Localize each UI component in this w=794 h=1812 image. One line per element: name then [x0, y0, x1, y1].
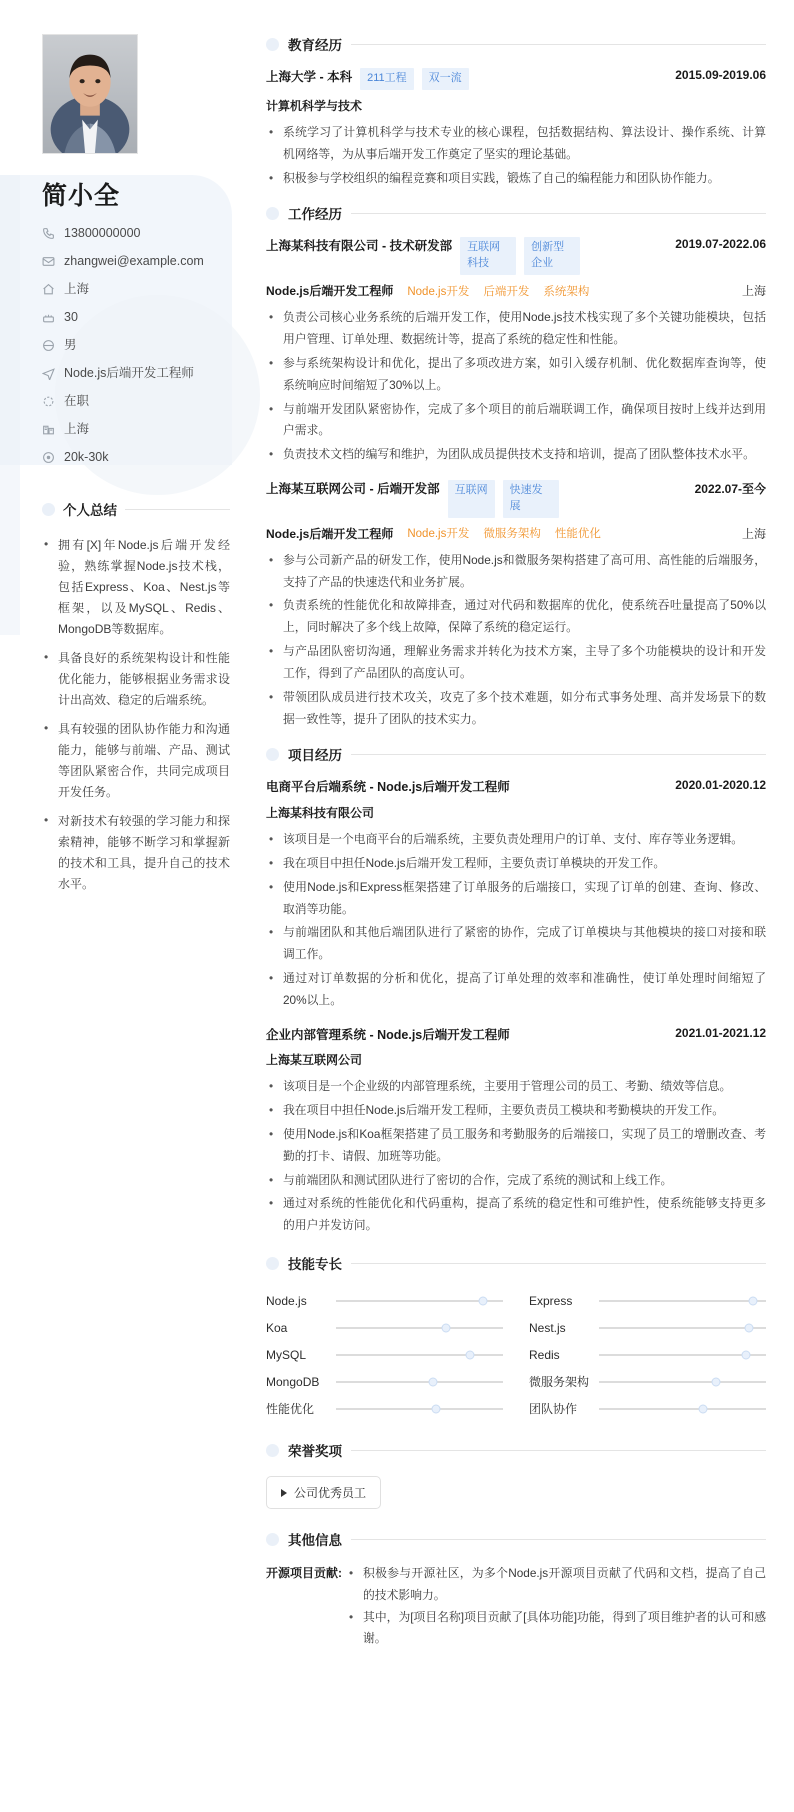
entry-header — [266, 778, 766, 797]
divider — [351, 1450, 766, 1451]
section-title: 技能专长 — [288, 1257, 342, 1272]
section-dot-icon — [266, 38, 279, 51]
work-entry — [266, 480, 766, 730]
other-info-label: 开源项目贡献: — [266, 1566, 342, 1580]
skill-slider[interactable] — [336, 1300, 503, 1302]
contact-age — [42, 310, 230, 325]
project-bullets — [266, 829, 766, 1012]
skill-row — [529, 1368, 766, 1395]
list-item: • 负责技术文档的编写和维护，为团队成员提供技术支持和培训，提高了团队整体技术水平。 — [266, 444, 766, 466]
section-honors — [266, 1440, 766, 1509]
skill-slider-knob[interactable] — [698, 1404, 707, 1413]
skill-slider[interactable] — [599, 1354, 766, 1356]
list-item: • 对新技术有较强的学习能力和探索精神，能够不断学习和掌握新的技术和工具，提升自己的技术水平。 — [42, 811, 230, 895]
section-header-work — [266, 203, 766, 223]
section-projects — [266, 744, 766, 1237]
skill-tag: 系统架构 — [543, 285, 590, 298]
contact-value: zhangwei@example.com — [64, 254, 204, 268]
section-title: 个人总结 — [63, 503, 117, 518]
section-header-projects — [266, 744, 766, 764]
skill-name: 微服务架构 — [529, 1375, 590, 1389]
project-company: 上海某科技有限公司 — [266, 806, 375, 821]
section-dot-icon — [42, 503, 55, 516]
tag: 创新型企业 — [524, 237, 580, 275]
skill-slider[interactable] — [599, 1327, 766, 1329]
education-bullets — [266, 122, 766, 189]
list-item: • 通过对系统的性能优化和代码重构，提高了系统的稳定性和可维护性，使系统能够支持更多的用户并发访问。 — [266, 1193, 766, 1237]
skill-row — [266, 1395, 503, 1422]
section-other — [266, 1529, 766, 1650]
other-info-row — [266, 1563, 766, 1650]
tag: 快速发展 — [503, 480, 559, 518]
section-title: 教育经历 — [288, 38, 342, 53]
skill-row — [266, 1341, 503, 1368]
company-name: 上海某互联网公司 - 后端开发部 — [266, 481, 440, 496]
skill-name: MySQL — [266, 1347, 307, 1362]
list-item: • 积极参与开源社区，为多个Node.js开源项目贡献了代码和文档，提高了自己的技术影响力。 — [346, 1563, 766, 1607]
entry-header — [266, 237, 766, 275]
skill-slider[interactable] — [336, 1327, 503, 1329]
skill-slider-knob[interactable] — [465, 1350, 474, 1359]
list-item: • 我在项目中担任Node.js后端开发工程师，主要负责订单模块的开发工作。 — [266, 853, 766, 875]
skill-tag: Node.js开发 — [407, 285, 470, 298]
list-item: • 与产品团队密切沟通，理解业务需求并转化为技术方案，主导了多个功能模块的设计和开发工作，得到了产品团队的高度认可。 — [266, 641, 766, 685]
skill-slider[interactable] — [336, 1381, 503, 1383]
school-name: 上海大学 - 本科 — [266, 70, 353, 84]
tag-group — [448, 480, 559, 518]
education-entry — [266, 68, 766, 189]
entry-header — [266, 1026, 766, 1045]
contact-phone — [42, 226, 230, 241]
divider — [351, 754, 766, 755]
divider — [125, 509, 230, 510]
list-item: • 与前端团队和其他后端团队进行了紧密的协作，完成了订单模块与其他模块的接口对接和联调工作。 — [266, 922, 766, 966]
skill-name: 团队协作 — [529, 1402, 578, 1416]
project-bullets — [266, 1076, 766, 1237]
page-title: 简小全 — [42, 182, 121, 210]
skill-name: MongoDB — [266, 1374, 320, 1389]
section-dot-icon — [266, 207, 279, 220]
skills-grid — [266, 1287, 766, 1422]
other-info-body — [346, 1563, 766, 1650]
salary-icon — [42, 451, 55, 464]
date-range: 2020.01-2020.12 — [675, 778, 766, 793]
section-dot-icon — [266, 1444, 279, 1457]
divider — [351, 213, 766, 214]
skill-name: Nest.js — [529, 1320, 566, 1335]
tag-group — [360, 68, 469, 90]
sidebar — [0, 0, 252, 1812]
role-row — [266, 525, 766, 542]
section-dot-icon — [266, 748, 279, 761]
section-dot-icon — [266, 1533, 279, 1546]
main-content — [252, 0, 794, 1812]
section-header-skills — [266, 1253, 766, 1273]
list-item: • 具有较强的团队协作能力和沟通能力，能够与前端、产品、测试等团队紧密合作，共同完成项目开发任务。 — [42, 719, 230, 803]
tag: 互联网 — [448, 480, 495, 518]
skill-slider[interactable] — [599, 1381, 766, 1383]
skill-slider-knob[interactable] — [442, 1323, 451, 1332]
contact-job — [42, 366, 230, 381]
list-item: • 通过对订单数据的分析和优化，提高了订单处理的效率和准确性，使订单处理时间缩短了20%以上。 — [266, 968, 766, 1012]
list-item: • 与前端团队和测试团队进行了密切的合作，完成了系统的测试和上线工作。 — [266, 1170, 766, 1192]
section-title: 其他信息 — [288, 1533, 342, 1548]
project-company: 上海某互联网公司 — [266, 1053, 363, 1068]
section-title: 工作经历 — [288, 207, 342, 223]
section-work — [266, 203, 766, 730]
divider — [351, 1539, 766, 1540]
skill-slider-knob[interactable] — [432, 1404, 441, 1413]
contact-city — [42, 422, 230, 437]
skill-row — [266, 1314, 503, 1341]
section-education — [266, 34, 766, 189]
contact-value: 30 — [64, 310, 78, 324]
skill-row — [266, 1368, 503, 1395]
section-dot-icon — [266, 1257, 279, 1270]
skill-slider-knob[interactable] — [478, 1296, 487, 1305]
skill-slider[interactable] — [336, 1408, 503, 1410]
list-item: • 使用Node.js和Express框架搭建了订单服务的后端接口，实现了订单的创建、查询、修改、取消等功能。 — [266, 877, 766, 921]
tag: 211工程 — [360, 68, 414, 90]
list-item: • 使用Node.js和Koa框架搭建了员工服务和考勤服务的后端接口，实现了员工的增删改查、考勤的打卡、请假、加班等功能。 — [266, 1124, 766, 1168]
section-title: 项目经历 — [288, 748, 342, 764]
honor-chip[interactable] — [266, 1476, 381, 1509]
major-name: 计算机科学与技术 — [266, 98, 363, 113]
entry-header — [266, 68, 766, 90]
role-row — [266, 282, 766, 299]
list-item: • 负责公司核心业务系统的后端开发工作，使用Node.js技术栈实现了多个关键功能模块，包括用户管理、订单处理、数据统计等，提高了系统的稳定性和性能。 — [266, 307, 766, 351]
summary-list — [42, 535, 230, 895]
date-range: 2021.01-2021.12 — [675, 1025, 766, 1040]
work-location: 上海 — [741, 284, 766, 299]
work-entry — [266, 237, 766, 466]
entry-header — [266, 480, 766, 518]
work-bullets — [266, 550, 766, 731]
play-triangle-icon — [281, 1489, 287, 1497]
contact-value: Node.js后端开发工程师 — [64, 366, 194, 380]
divider — [351, 1263, 766, 1264]
list-item: • 我在项目中担任Node.js后端开发工程师，主要负责员工模块和考勤模块的开发工作。 — [266, 1100, 766, 1122]
status-icon — [42, 395, 55, 408]
contact-value: 男 — [64, 338, 77, 352]
skill-name: Node.js — [266, 1293, 307, 1308]
skill-tag: Node.js开发 — [407, 528, 470, 541]
list-item: • 该项目是一个企业级的内部管理系统，主要用于管理公司的员工、考勤、绩效等信息。 — [266, 1076, 766, 1098]
skill-slider-knob[interactable] — [741, 1350, 750, 1359]
skill-slider-knob[interactable] — [745, 1323, 754, 1332]
date-range: 2019.07-2022.06 — [675, 237, 766, 252]
gender-icon — [42, 339, 55, 352]
skill-row — [529, 1287, 766, 1314]
skill-tag: 性能优化 — [554, 528, 601, 541]
role-title: Node.js后端开发工程师 — [266, 284, 394, 299]
list-item: • 系统学习了计算机科学与技术专业的核心课程，包括数据结构、算法设计、操作系统、计算机网络等，为从事后端开发工作奠定了坚实的理论基础。 — [266, 122, 766, 166]
skill-slider[interactable] — [599, 1300, 766, 1302]
list-item: • 与前端开发团队紧密协作，完成了多个项目的前后端联调工作，确保项目按时上线并达到用户需求。 — [266, 399, 766, 443]
phone-icon — [42, 227, 55, 240]
list-item: • 带领团队成员进行技术攻关，攻克了多个技术难题，如分布式事务处理、高并发场景下的数据一致性等，提升了团队的技术实力。 — [266, 687, 766, 731]
skill-row — [529, 1314, 766, 1341]
contact-value: 上海 — [64, 422, 90, 436]
skill-slider-knob[interactable] — [711, 1377, 720, 1386]
tag: 互联网科技 — [460, 237, 516, 275]
city-icon — [42, 423, 55, 436]
list-item: • 该项目是一个电商平台的后端系统，主要负责处理用户的订单、支付、库存等业务逻辑。 — [266, 829, 766, 851]
project-name: 电商平台后端系统 - Node.js后端开发工程师 — [266, 780, 510, 795]
company-name: 上海某科技有限公司 - 技术研发部 — [266, 239, 453, 254]
section-header-other — [266, 1529, 766, 1549]
date-range: 2022.07-至今 — [694, 481, 766, 496]
portrait-photo-icon — [43, 35, 137, 153]
skill-name: Koa — [266, 1320, 288, 1335]
contact-value: 13800000000 — [64, 226, 141, 240]
skill-slider[interactable] — [336, 1354, 503, 1356]
contact-value: 在职 — [64, 394, 90, 408]
list-item: • 参与系统架构设计和优化，提出了多项改进方案，如引入缓存机制、优化数据库查询等，使系统响应时间缩短了30%以上。 — [266, 353, 766, 397]
contact-list — [42, 226, 230, 465]
section-header-honors — [266, 1440, 766, 1460]
avatar — [42, 34, 138, 154]
date-range: 2015.09-2019.06 — [675, 68, 766, 82]
list-item: • 积极参与学校组织的编程竞赛和项目实践，锻炼了自己的编程能力和团队协作能力。 — [266, 168, 766, 190]
skill-slider-knob[interactable] — [748, 1296, 757, 1305]
section-header-education — [266, 34, 766, 54]
skill-name: Redis — [529, 1347, 560, 1362]
skill-tag: 后端开发 — [483, 285, 530, 298]
divider — [351, 44, 766, 45]
tag: 双一流 — [422, 68, 469, 90]
skill-name: Express — [529, 1293, 573, 1308]
list-item: • 负责系统的性能优化和故障排查，通过对代码和数据库的优化，使系统吞吐量提高了50%以上，同时解决了多个线上故障，保障了系统的稳定运行。 — [266, 595, 766, 639]
skill-tag: 微服务架构 — [483, 528, 541, 541]
work-location: 上海 — [741, 526, 766, 541]
contact-value: 上海 — [64, 282, 90, 296]
section-header-summary — [42, 499, 230, 519]
skill-row — [266, 1287, 503, 1314]
skill-row — [529, 1395, 766, 1422]
cake-icon — [42, 311, 55, 324]
section-title: 荣誉奖项 — [288, 1444, 342, 1459]
project-name: 企业内部管理系统 - Node.js后端开发工程师 — [266, 1027, 510, 1042]
contact-salary — [42, 450, 230, 465]
contact-email — [42, 254, 230, 269]
skill-slider[interactable] — [599, 1408, 766, 1410]
skill-row — [529, 1341, 766, 1368]
tag-group — [460, 237, 580, 275]
mail-icon — [42, 255, 55, 268]
role-title: Node.js后端开发工程师 — [266, 526, 394, 541]
home-icon — [42, 283, 55, 296]
skill-slider-knob[interactable] — [428, 1377, 437, 1386]
contact-status — [42, 394, 230, 409]
work-bullets — [266, 307, 766, 466]
contact-value: 20k-30k — [64, 450, 109, 464]
contact-gender — [42, 338, 230, 353]
list-item: • 拥有[X]年Node.js后端开发经验，熟练掌握Node.js技术栈，包括Express、Koa、Nest.js等框架，以及MySQL、Redis、MongoDB等数据库。 — [42, 535, 230, 640]
list-item: • 其中，为[项目名称]项目贡献了[具体功能]功能，得到了项目维护者的认可和感谢。 — [346, 1607, 766, 1651]
contact-hometown — [42, 282, 230, 297]
skill-name: 性能优化 — [266, 1402, 315, 1416]
project-entry — [266, 1026, 766, 1237]
list-item: • 参与公司新产品的研发工作，使用Node.js和微服务架构搭建了高可用、高性能的后端服务，支持了产品的快速迭代和业务扩展。 — [266, 550, 766, 594]
honor-label: 公司优秀员工 — [294, 1486, 367, 1500]
list-item: • 具备良好的系统架构设计和性能优化能力，能够根据业务需求设计出高效、稳定的后端系统。 — [42, 648, 230, 711]
section-skills — [266, 1253, 766, 1422]
job-icon — [42, 367, 55, 380]
project-entry — [266, 778, 766, 1011]
